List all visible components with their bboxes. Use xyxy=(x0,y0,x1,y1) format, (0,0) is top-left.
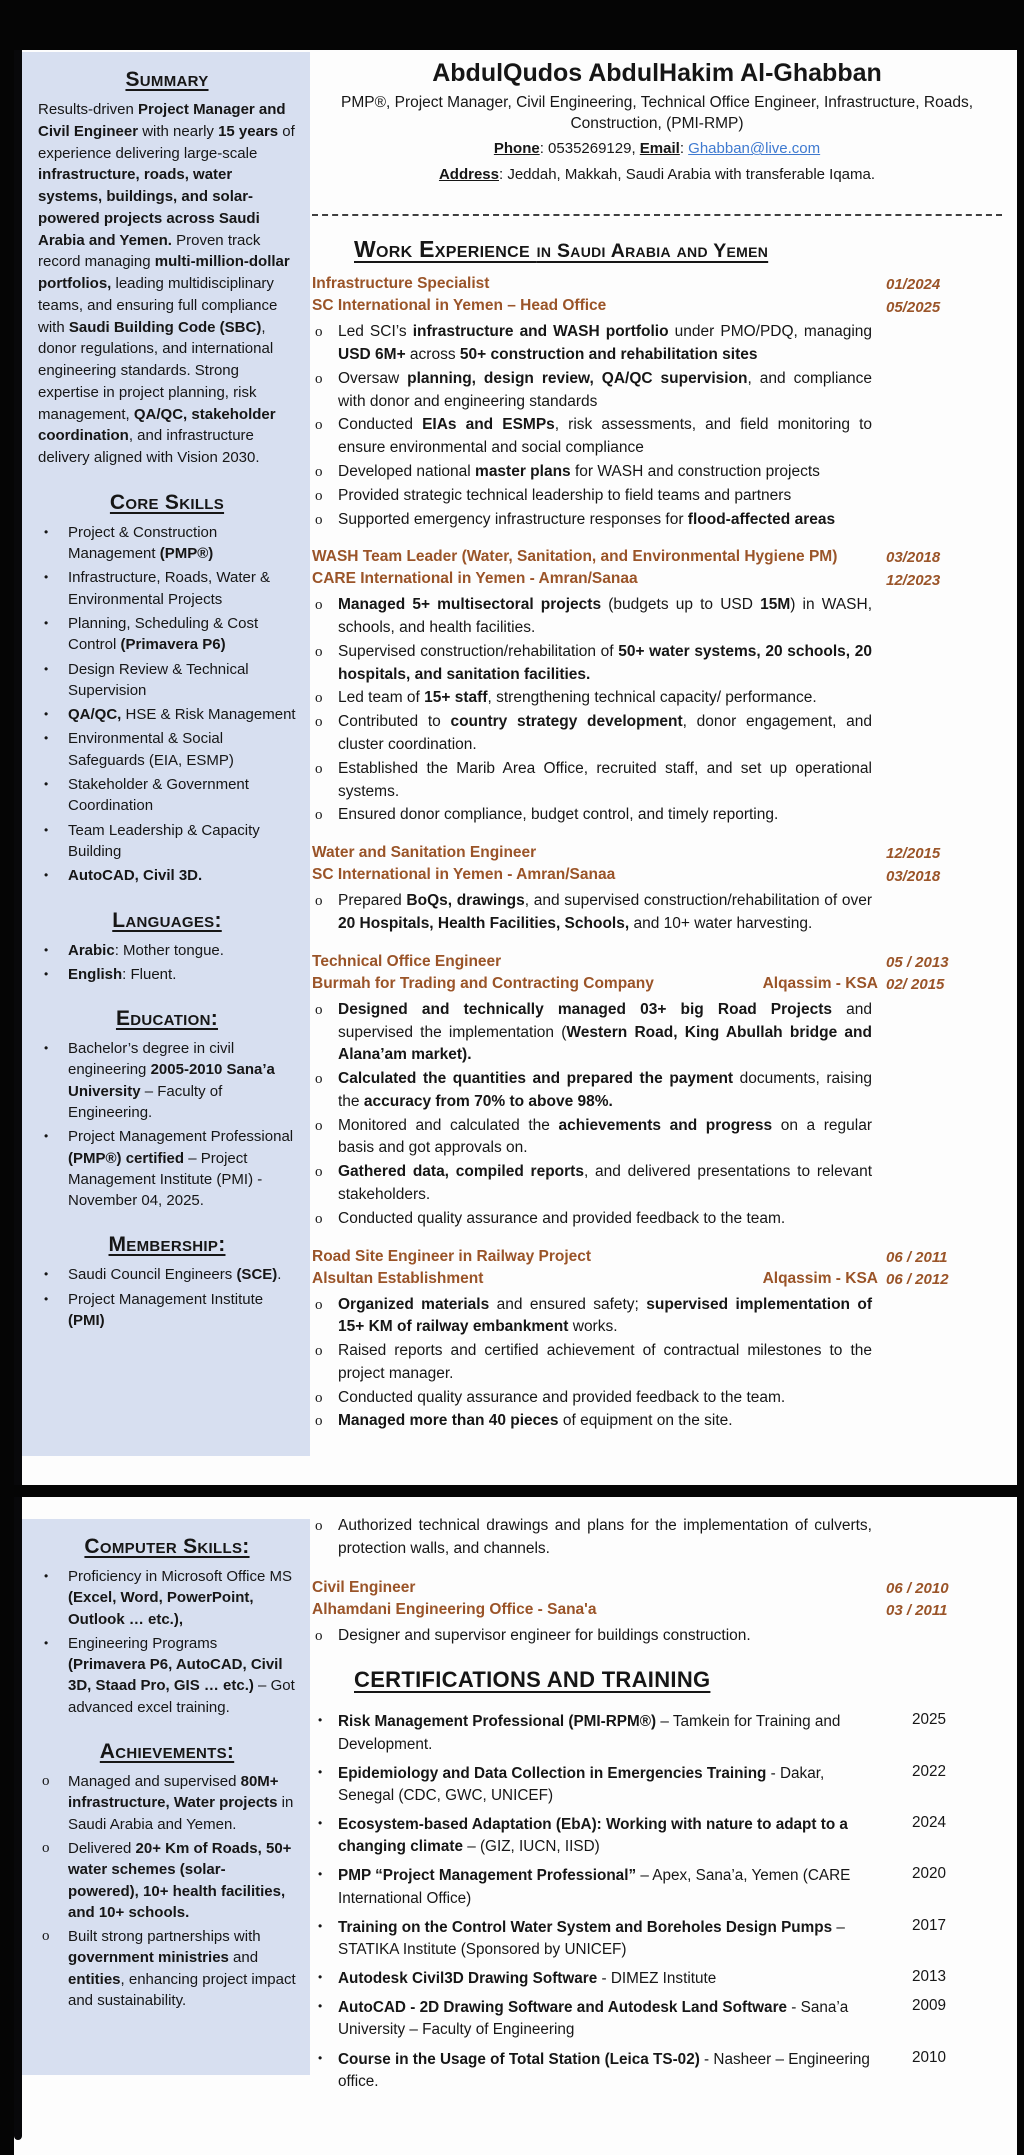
email-label: Email xyxy=(639,140,680,158)
bullet-text: Prepared BoQs, drawings, and supervised construction/rehabilitation of over 20 Hospitals, Health Facilities, Schools, and 10+ water harvesting. xyxy=(338,892,872,932)
job-date-from: 03/2018 xyxy=(886,549,941,567)
job-bullet xyxy=(312,711,872,757)
bullet-marker: • xyxy=(44,661,49,676)
sidebar-section xyxy=(38,1535,296,1718)
certification-label: Ecosystem-based Adaptation (EbA): Working with nature to adapt to a changing climate – (GIZ, IUCN, IISD) xyxy=(338,1816,848,1856)
job-company: CARE International in Yemen - Amran/Sanaa xyxy=(312,570,638,588)
job-dates xyxy=(886,546,1002,592)
work-heading-main: Work Experience xyxy=(354,235,537,262)
list-item-text: QA/QC, HSE & Risk Management xyxy=(68,706,296,724)
job-bullets xyxy=(312,594,872,827)
email-colon: : xyxy=(679,140,689,158)
list-item-text: Delivered 20+ Km of Roads, 50+ water schemes (solar-powered), 10+ health facilities, and 10+ schools. xyxy=(68,1839,292,1921)
job-entry xyxy=(312,273,1002,531)
list-item-text: Managed and supervised 80M+ infrastructure, Water projects in Saudi Arabia and Yemen. xyxy=(68,1773,294,1833)
certification-item xyxy=(312,1865,1002,1909)
job-bullet xyxy=(312,1161,872,1207)
candidate-name: AbdulQudos AbdulHakim Al-Ghabban xyxy=(432,59,882,87)
job-date-to: 05/2025 xyxy=(886,298,941,316)
job-entry xyxy=(312,842,1002,936)
job-bullet xyxy=(312,1068,872,1114)
job-dates xyxy=(886,273,1002,319)
job-dates xyxy=(886,1577,1002,1623)
list-item xyxy=(38,567,296,610)
job-entry xyxy=(312,1246,1002,1434)
list-item xyxy=(38,1838,296,1923)
sidebar-section-heading: Summary xyxy=(125,68,209,91)
bullet-marker: • xyxy=(318,1970,323,1985)
sidebar-section xyxy=(38,1740,296,2011)
list-item-text: Project & Construction Management (PMP®) xyxy=(68,523,218,563)
job-title: Infrastructure Specialist xyxy=(312,275,490,293)
bullet-marker: o xyxy=(315,1518,323,1534)
certification-text xyxy=(312,1968,882,1990)
job-company: Alhamdani Engineering Office - Sana'a xyxy=(312,1600,597,1618)
job-date-from: 05 / 2013 xyxy=(886,953,949,971)
bullet-marker: o xyxy=(315,1117,323,1134)
sidebar-section-heading: Core Skills xyxy=(109,490,225,514)
job-bullet xyxy=(312,641,872,687)
sidebar-page-2 xyxy=(22,1519,310,2075)
certification-text xyxy=(312,2049,882,2093)
bullet-marker: • xyxy=(44,1569,49,1583)
list-item xyxy=(38,1126,296,1211)
phone-value: : 0535269129, xyxy=(539,140,640,158)
list-item xyxy=(38,659,296,702)
bullet-marker: • xyxy=(44,1267,49,1282)
job-date-from: 12/2015 xyxy=(886,845,941,863)
bullet-marker: o xyxy=(315,690,323,707)
list-item-text: Team Leadership & Capacity Building xyxy=(68,821,260,860)
job-company: SC International in Yemen – Head Office xyxy=(312,297,607,315)
certification-year: 2017 xyxy=(912,1916,947,1934)
job-title-block xyxy=(312,842,886,886)
certification-text xyxy=(312,1814,882,1858)
sidebar-section xyxy=(38,491,296,887)
certification-label: Risk Management Professional (PMI-RPM®) – Tamkein for Training and Development. xyxy=(338,1713,841,1753)
sidebar-section xyxy=(38,68,296,469)
main-page-2 xyxy=(312,1513,1014,2100)
certification-item xyxy=(312,2049,1002,2093)
bullet-marker: o xyxy=(315,1071,323,1088)
job-company-row xyxy=(312,973,878,995)
sidebar-section-heading: Computer Skills: xyxy=(84,1535,250,1558)
list-item xyxy=(38,728,296,771)
bullet-text: Conducted EIAs and ESMPs, risk assessments, and field monitoring to ensure environmental and social compliance xyxy=(338,416,872,457)
list-item xyxy=(38,1038,296,1123)
job-company: Alsultan Establishment xyxy=(312,1269,484,1287)
job-entry xyxy=(312,951,1002,1231)
email-link[interactable]: Ghabban@live.com xyxy=(688,140,821,158)
list-item xyxy=(38,964,296,985)
bullet-marker: • xyxy=(318,1816,323,1831)
job-title: Road Site Engineer in Railway Project xyxy=(312,1247,592,1265)
job-bullets xyxy=(312,890,872,936)
sidebar-list xyxy=(38,1264,296,1331)
address-value: : Jeddah, Makkah, Saudi Arabia with transferable Iqama. xyxy=(498,166,876,184)
sidebar-page-1 xyxy=(22,52,310,1456)
job-bullet xyxy=(312,999,872,1067)
list-item-text: Design Review & Technical Supervision xyxy=(68,660,249,699)
job-header xyxy=(312,546,1002,592)
sidebar-section xyxy=(38,1007,296,1211)
certification-text xyxy=(312,1763,882,1807)
certification-item xyxy=(312,1968,1002,1990)
job-date-to: 06 / 2012 xyxy=(886,1271,949,1289)
job-list-page-2 xyxy=(312,1577,1002,1648)
list-item xyxy=(38,1771,296,1835)
list-item-text: English: Fluent. xyxy=(68,965,177,983)
job-date-to: 03/2018 xyxy=(886,867,941,885)
certification-label: AutoCAD - 2D Drawing Software and Autodesk Land Software - Sana’a University – Faculty of Engineering xyxy=(338,1999,849,2039)
bullet-text: Conducted quality assurance and provided feedback to the team. xyxy=(338,1388,786,1406)
bullet-marker: • xyxy=(44,707,49,722)
bullet-marker: o xyxy=(315,643,323,660)
job-bullet xyxy=(312,368,872,414)
main-page-1 xyxy=(312,58,1014,1448)
job-title: WASH Team Leader (Water, Sanitation, and Environmental Hygiene PM) xyxy=(312,548,838,566)
job-dates xyxy=(886,842,1002,888)
list-item xyxy=(38,1926,296,2011)
list-item xyxy=(38,1566,296,1630)
bullet-text: Conducted quality assurance and provided feedback to the team. xyxy=(338,1209,786,1227)
list-item xyxy=(38,704,296,725)
certification-text xyxy=(312,1865,882,1909)
bullet-marker: o xyxy=(315,893,323,910)
list-item-text: Project Management Professional (PMP®) certified – Project Management Institute (PMI) - November 04, 2025. xyxy=(68,1128,294,1210)
job-date-to: 03 / 2011 xyxy=(886,1602,948,1620)
bullet-marker: • xyxy=(318,2050,323,2065)
bullet-text: Led team of 15+ staff, strengthening technical capacity/ performance. xyxy=(338,689,817,707)
bullet-text: Designed and technically managed 03+ big Road Projects and supervised the implementation (Western Road, King Abullah bridge and Alana’am market). xyxy=(338,1000,872,1064)
certification-year: 2025 xyxy=(912,1711,947,1729)
sidebar-section-heading: Education: xyxy=(115,1007,219,1031)
bullet-marker: o xyxy=(315,807,323,824)
sidebar-list xyxy=(38,1038,296,1211)
certification-year: 2022 xyxy=(912,1762,947,1780)
certification-label: PMP “Project Management Professional” – Apex, Sana’a, Yemen (CARE International Office) xyxy=(338,1867,851,1907)
job-company-row xyxy=(312,1268,878,1290)
job-date-from: 06 / 2010 xyxy=(886,1579,949,1597)
list-item xyxy=(38,774,296,817)
address-label: Address xyxy=(438,166,499,184)
list-item xyxy=(38,1289,296,1332)
page-2 xyxy=(14,1497,1017,2155)
bullet-marker: o xyxy=(315,511,323,528)
job-list xyxy=(312,273,1002,1433)
bullet-marker: • xyxy=(318,1918,323,1933)
job-location: Alqassim - KSA xyxy=(762,974,878,992)
certification-year: 2020 xyxy=(912,1865,947,1883)
job-bullets xyxy=(312,1294,872,1434)
phone-label: Phone xyxy=(493,140,540,158)
job-bullet xyxy=(312,1625,872,1648)
bullet-marker: o xyxy=(315,1296,323,1313)
job-bullet xyxy=(312,414,872,460)
certification-item xyxy=(312,1997,1002,2041)
job-bullet xyxy=(312,1410,872,1433)
job-company: Burmah for Trading and Contracting Company xyxy=(312,974,654,992)
bullet-marker: o xyxy=(315,487,323,504)
job-company-row xyxy=(312,568,878,590)
bullet-text: Led SCI’s infrastructure and WASH portfolio under PMO/PDQ, managing USD 6M+ across 50+ construction and rehabilitation sites xyxy=(338,323,872,364)
contact-line xyxy=(312,137,1002,160)
bullet-text: Monitored and calculated the achievements and progress on a regular basis and got approvals on. xyxy=(338,1116,873,1157)
job-bullet xyxy=(312,804,872,827)
bullet-marker: o xyxy=(315,1413,323,1430)
job-title-block xyxy=(312,546,886,590)
job-header xyxy=(312,1246,1002,1292)
bullet-marker: o xyxy=(315,1210,323,1227)
certification-text xyxy=(312,1997,882,2041)
sidebar-list xyxy=(38,522,296,887)
job-dates xyxy=(886,1246,1002,1292)
candidate-subtitle: PMP®, Project Manager, Civil Engineering, Technical Office Engineer, Infrastructure, Roads, Construction, (PMI-RMP) xyxy=(340,94,974,132)
job-bullet xyxy=(312,1115,872,1161)
job-bullet xyxy=(312,1294,872,1340)
certification-item xyxy=(312,1814,1002,1858)
job-bullet xyxy=(312,1340,872,1386)
job-bullet xyxy=(312,1387,872,1410)
bullet-text: Ensured donor compliance, budget control, and timely reporting. xyxy=(338,806,779,824)
bullet-marker: • xyxy=(44,615,49,630)
list-item xyxy=(38,1633,296,1718)
sidebar-section xyxy=(38,1233,296,1331)
job-entry xyxy=(312,546,1002,827)
list-item xyxy=(38,613,296,656)
bullet-marker: o xyxy=(42,1839,50,1856)
bullet-marker: • xyxy=(44,777,49,792)
job-location: Alqassim - KSA xyxy=(762,1269,878,1287)
bullet-text: Oversaw planning, design review, QA/QC supervision, and compliance with donor and engineering standards xyxy=(338,369,872,410)
bullet-marker: • xyxy=(44,1635,49,1650)
bullet-text: Contributed to country strategy development, donor engagement, and cluster coordination. xyxy=(338,713,872,754)
job-bullet xyxy=(312,687,872,710)
certification-year: 2024 xyxy=(912,1814,947,1832)
job-bullet xyxy=(312,461,872,484)
job-bullet xyxy=(312,594,872,640)
sidebar-section-heading: Achievements: xyxy=(99,1740,235,1764)
job-date-to: 02/ 2015 xyxy=(886,976,945,994)
bullet-marker: o xyxy=(315,1389,323,1406)
bullet-marker: o xyxy=(315,464,323,480)
certification-year: 2010 xyxy=(912,2048,947,2066)
job-bullets xyxy=(312,999,872,1231)
job-company-row xyxy=(312,864,878,886)
bullet-marker: • xyxy=(44,942,49,957)
work-experience-heading xyxy=(354,236,1002,264)
job-header xyxy=(312,273,1002,319)
list-item xyxy=(38,1264,296,1285)
bullet-marker: o xyxy=(315,324,323,341)
bullet-marker: o xyxy=(315,597,323,614)
bullet-marker: • xyxy=(318,1867,323,1882)
certifications-list xyxy=(312,1711,1002,2093)
list-item xyxy=(38,522,296,565)
sidebar-section xyxy=(38,909,296,986)
bullet-text: Established the Marib Area Office, recruited staff, and set up operational systems. xyxy=(338,759,872,800)
job-title-block xyxy=(312,1577,886,1621)
list-item-text: Engineering Programs (Primavera P6, AutoCAD, Civil 3D, Staad Pro, GIS … etc.) – Got advanced excel training. xyxy=(68,1634,295,1716)
job-title: Technical Office Engineer xyxy=(312,952,502,970)
job-date-from: 01/2024 xyxy=(886,276,941,294)
job-header xyxy=(312,951,1002,997)
certification-text xyxy=(312,1917,882,1961)
bullet-marker: • xyxy=(44,966,49,981)
bullet-marker: o xyxy=(315,1164,323,1181)
bullet-marker: • xyxy=(44,524,49,539)
list-item-text: Environmental & Social Safeguards (EIA, ESMP) xyxy=(68,730,234,769)
job-bullet xyxy=(312,1208,872,1231)
job-bullets-continued xyxy=(312,1515,872,1561)
job-entry xyxy=(312,1577,1002,1648)
list-item-text: Stakeholder & Government Coordination xyxy=(68,776,249,815)
job-title: Water and Sanitation Engineer xyxy=(312,844,537,862)
job-bullet xyxy=(312,509,872,532)
bullet-text: Organized materials and ensured safety; supervised implementation of 15+ KM of railway embankment works. xyxy=(338,1295,872,1336)
bullet-marker: o xyxy=(315,417,323,434)
bullet-marker: o xyxy=(315,370,323,387)
certification-text xyxy=(312,1711,882,1755)
list-item-text: Project Management Institute (PMI) xyxy=(68,1290,264,1330)
bullet-marker: o xyxy=(315,760,323,777)
job-title-block xyxy=(312,273,886,317)
bullet-text: Calculated the quantities and prepared the payment documents, raising the accuracy from 70% to above 98%. xyxy=(338,1070,872,1110)
list-item-text: Built strong partnerships with government ministries and entities, enhancing project impact and sustainability. xyxy=(68,1928,296,2010)
job-date-to: 12/2023 xyxy=(886,571,941,589)
address-line xyxy=(312,163,1002,186)
bullet-marker: o xyxy=(315,1343,323,1360)
certification-item xyxy=(312,1763,1002,1807)
job-title-block xyxy=(312,951,886,995)
certification-item xyxy=(312,1711,1002,1755)
bullet-marker: o xyxy=(315,1627,323,1644)
bullet-text: Supervised construction/rehabilitation of 50+ water systems, 20 schools, 20 hospitals, and sanitation facilities. xyxy=(338,642,872,683)
job-title-block xyxy=(312,1246,886,1290)
list-item-text: Infrastructure, Roads, Water & Environmental Projects xyxy=(68,569,271,608)
job-company: SC International in Yemen - Amran/Sanaa xyxy=(312,866,616,884)
sidebar-section-heading: Membership: xyxy=(108,1233,226,1257)
sidebar-paragraph: Results-driven Project Manager and Civil Engineer with nearly 15 years of experience delivering large-scale infrastructure, roads, water systems, buildings, and solar-powered projects across Saudi Arabia and Yemen. Proven track record managing multi-million-dollar portfolios, leading multidisciplinary teams, and ensuring full compliance with Saudi Building Code (SBC), donor regulations, and international engineering standards. Strong expertise in project planning, risk management, QA/QC, stakeholder coordination, and infrastructure delivery aligned with Vision 2030. xyxy=(38,101,295,466)
bullet-marker: o xyxy=(42,1928,50,1945)
job-bullet xyxy=(312,890,872,936)
bullet-text: Gathered data, compiled reports, and delivered presentations to relevant stakeholders. xyxy=(338,1163,872,1203)
certification-label: Course in the Usage of Total Station (Leica TS-02) - Nasheer – Engineering office. xyxy=(338,2050,870,2090)
bullet-text: Designer and supervisor engineer for buildings construction. xyxy=(338,1626,751,1644)
job-header xyxy=(312,1577,1002,1623)
bullet-marker: • xyxy=(318,1713,323,1728)
dashed-divider xyxy=(312,214,1002,216)
bullet-text: Supported emergency infrastructure responses for flood-affected areas xyxy=(338,510,836,528)
list-item-text: AutoCAD, Civil 3D. xyxy=(68,867,203,885)
bullet-marker: o xyxy=(42,1773,50,1790)
certification-item xyxy=(312,1917,1002,1961)
list-item xyxy=(38,820,296,863)
certification-label: Autodesk Civil3D Drawing Software - DIMEZ Institute xyxy=(338,1970,717,1988)
job-bullet xyxy=(312,758,872,804)
sidebar-list xyxy=(38,1566,296,1718)
bullet-marker: o xyxy=(315,714,323,731)
bullet-marker: • xyxy=(44,822,49,837)
certification-year: 2013 xyxy=(912,1968,947,1986)
bullet-text: Developed national master plans for WASH and construction projects xyxy=(338,463,820,480)
list-item xyxy=(38,865,296,886)
page-left-bar xyxy=(14,1497,22,2140)
job-bullets xyxy=(312,321,872,531)
job-bullet xyxy=(312,321,872,367)
bullet-marker: • xyxy=(44,868,49,883)
bullet-marker: • xyxy=(44,1129,49,1144)
bullet-text: Raised reports and certified achievement of contractual milestones to the project manager. xyxy=(338,1342,872,1382)
list-item-text: Planning, Scheduling & Cost Control (Primavera P6) xyxy=(68,614,259,654)
bullet-marker: • xyxy=(318,1764,323,1779)
list-item-text: Saudi Council Engineers (SCE). xyxy=(68,1266,282,1284)
certifications-heading: CERTIFICATIONS AND TRAINING xyxy=(354,1667,711,1693)
job-company-row xyxy=(312,1599,878,1621)
bullet-marker: • xyxy=(44,731,49,746)
work-heading-tail: in Saudi Arabia and Yemen xyxy=(536,239,769,262)
job-dates xyxy=(886,951,1002,997)
bullet-marker: o xyxy=(315,1001,323,1018)
job-bullets xyxy=(312,1625,872,1648)
job-company-row xyxy=(312,295,878,317)
sidebar-list xyxy=(38,1771,296,2011)
job-date-from: 06 / 2011 xyxy=(886,1248,948,1266)
page-left-bar xyxy=(14,50,22,1485)
bullet-marker: • xyxy=(44,1291,49,1306)
certification-year: 2009 xyxy=(912,1997,947,2015)
list-item xyxy=(38,940,296,961)
sidebar-list xyxy=(38,940,296,986)
list-item-text: Proficiency in Microsoft Office MS (Excel, Word, PowerPoint, Outlook … etc.), xyxy=(68,1568,292,1628)
bullet-text: Provided strategic technical leadership to field teams and partners xyxy=(338,486,792,504)
sidebar-section-heading: Languages: xyxy=(112,908,222,932)
bullet-marker: • xyxy=(44,1041,49,1056)
certification-label: Epidemiology and Data Collection in Emergencies Training - Dakar, Senegal (CDC, GWC, UNICEF) xyxy=(338,1764,825,1804)
job-title: Civil Engineer xyxy=(312,1578,416,1596)
page-1 xyxy=(14,50,1017,1485)
job-bullet xyxy=(312,1515,872,1561)
bullet-text: Authorized technical drawings and plans for the implementation of culverts, protection walls, and channels. xyxy=(338,1517,872,1557)
list-item-text: Arabic: Mother tongue. xyxy=(68,941,224,959)
bullet-text: Managed 5+ multisectoral projects (budgets up to USD 15M) in WASH, schools, and health facilities. xyxy=(338,596,872,637)
bullet-text: Managed more than 40 pieces of equipment on the site. xyxy=(338,1412,733,1430)
job-header xyxy=(312,842,1002,888)
job-bullet xyxy=(312,485,872,508)
certification-label: Training on the Control Water System and Boreholes Design Pumps – STATIKA Institute (Sponsored by UNICEF) xyxy=(338,1918,845,1958)
bullet-marker: • xyxy=(318,1999,323,2014)
list-item-text: Bachelor’s degree in civil engineering 2005-2010 Sana’a University – Faculty of Engineering. xyxy=(68,1040,275,1121)
bullet-marker: • xyxy=(44,570,49,585)
